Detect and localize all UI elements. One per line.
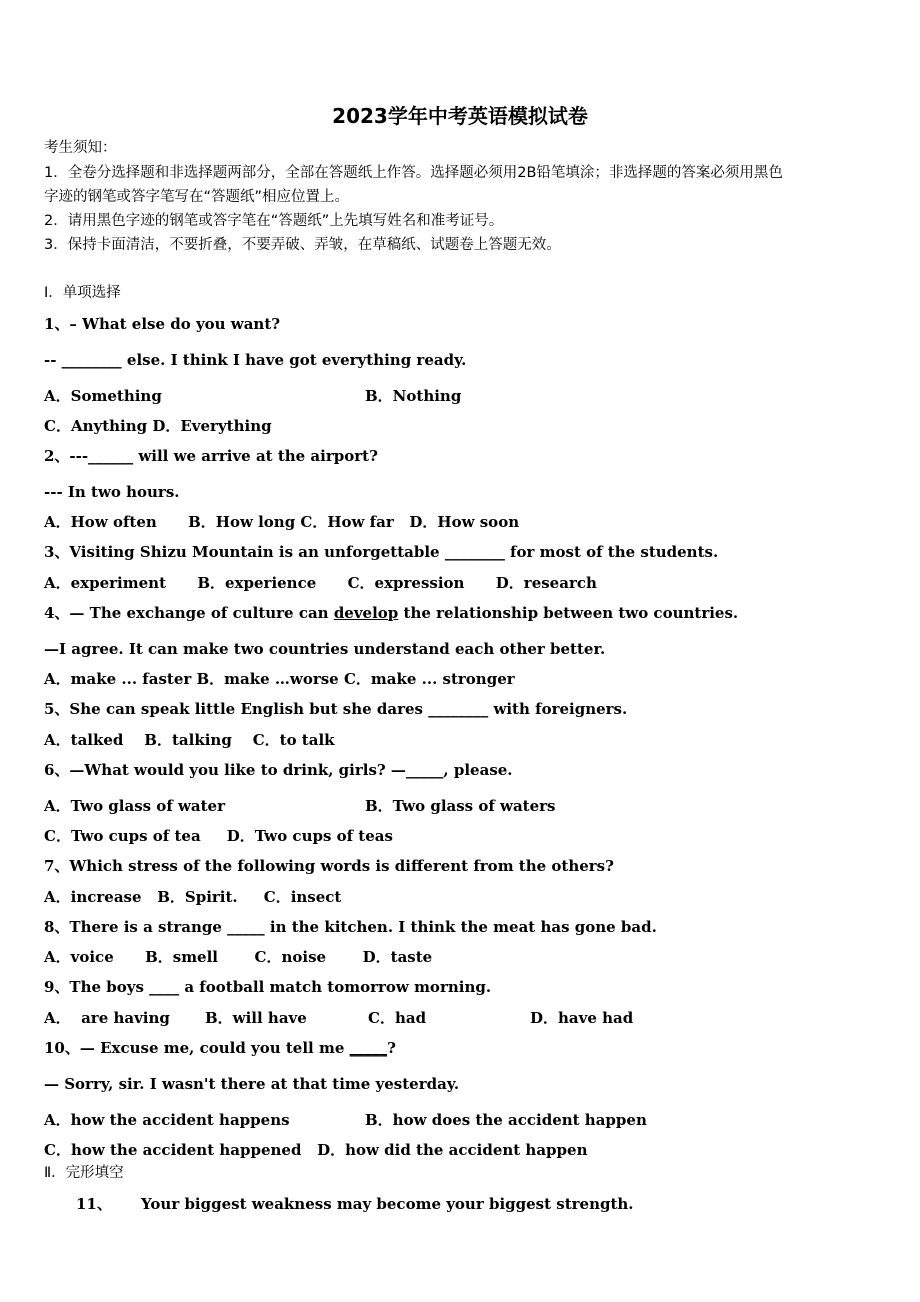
question-4-stem-2: —I agree. It can make two countries understand each other better.: [44, 640, 606, 658]
question-8-stem: 8、There is a strange _____ in the kitchen. I think the meat has gone bad.: [44, 918, 657, 936]
question-9-option-d: D．have had: [530, 1009, 634, 1027]
question-6-option-b: B．Two glass of waters: [365, 797, 556, 815]
question-9-option-c: C．had: [368, 1009, 427, 1027]
question-9-stem: 9、The boys ____ a football match tomorrow morning.: [44, 978, 492, 996]
question-1-option-b: B．Nothing: [365, 387, 462, 405]
question-4-stem: [44, 603, 738, 623]
notice-item-3: 3．保持卡面清洁，不要折叠，不要弄破、弄皱，在草稿纸、试题卷上答题无效。: [44, 237, 561, 253]
question-11-stem: Your biggest weakness may become your biggest strength.: [141, 1195, 634, 1213]
question-10-stem: [44, 1038, 396, 1058]
question-4-options: A．make ... faster B．make …worse C．make ... stronger: [44, 670, 515, 688]
page-title: 2023学年中考英语模拟试卷: [332, 104, 588, 128]
notice-heading: 考生须知：: [44, 140, 117, 156]
section-2-label: Ⅱ．完形填空: [44, 1165, 124, 1181]
question-4-stem-post: the relationship between two countries.: [398, 604, 739, 622]
section-1-label: Ⅰ．单项选择: [44, 285, 121, 301]
question-1-stem-2: -- ________ else. I think I have got everything ready.: [44, 351, 467, 369]
question-10-stem-post: ?: [387, 1039, 396, 1057]
question-1-option-cd: C．Anything D．Everything: [44, 417, 272, 435]
question-10-option-cd: C．how the accident happened D．how did the accident happen: [44, 1141, 588, 1159]
question-6-stem: 6、—What would you like to drink, girls? —_____, please.: [44, 761, 513, 779]
question-2-stem-2: --- In two hours.: [44, 483, 180, 501]
notice-item-1: 1．全卷分选择题和非选择题两部分，全部在答题纸上作答。选择题必须用2B铅笔填涂；非选择题的答案必须用黑色: [44, 165, 783, 181]
question-10-stem-2: — Sorry, sir. I wasn't there at that time yesterday.: [44, 1075, 460, 1093]
question-10-option-a: A．how the accident happens: [44, 1111, 290, 1129]
question-7-stem: 7、Which stress of the following words is different from the others?: [44, 857, 614, 875]
notice-item-2: 2．请用黑色字迹的钢笔或答字笔在“答题纸”上先填写姓名和准考证号。: [44, 213, 504, 229]
question-10-stem-pre: 10、— Excuse me, could you tell me: [44, 1039, 350, 1057]
question-6-option-a: A．Two glass of water: [44, 797, 225, 815]
question-6-option-cd: C．Two cups of tea D．Two cups of teas: [44, 827, 393, 845]
question-11-number: 11、: [76, 1195, 112, 1213]
question-3-stem: 3、Visiting Shizu Mountain is an unforgettable ________ for most of the students.: [44, 543, 719, 561]
question-7-options: A．increase B．Spirit. C．insect: [44, 888, 342, 906]
question-5-stem: 5、She can speak little English but she dares ________ with foreigners.: [44, 700, 628, 718]
question-5-options: A．talked B．talking C．to talk: [44, 731, 335, 749]
notice-item-1-cont: 字迹的钢笔或答字笔写在“答题纸”相应位置上。: [44, 189, 350, 205]
question-10-option-b: B．how does the accident happen: [365, 1111, 647, 1129]
question-4-stem-pre: 4、— The exchange of culture can: [44, 604, 334, 622]
question-9-option-b: B．will have: [205, 1009, 307, 1027]
question-9-option-a: A． are having: [44, 1009, 170, 1027]
question-4-underlined-word: develop: [333, 604, 399, 622]
question-2-options: A．How often B．How long C．How far D．How soon: [44, 513, 520, 531]
question-8-options: A．voice B．smell C．noise D．taste: [44, 948, 433, 966]
question-1-stem: 1、– What else do you want?: [44, 315, 281, 333]
question-3-options: A．experiment B．experience C．expression D．research: [44, 574, 597, 592]
question-1-option-a: A．Something: [44, 387, 162, 405]
question-2-stem: 2、---______ will we arrive at the airport?: [44, 447, 378, 465]
question-10-blank: _____: [349, 1039, 388, 1057]
